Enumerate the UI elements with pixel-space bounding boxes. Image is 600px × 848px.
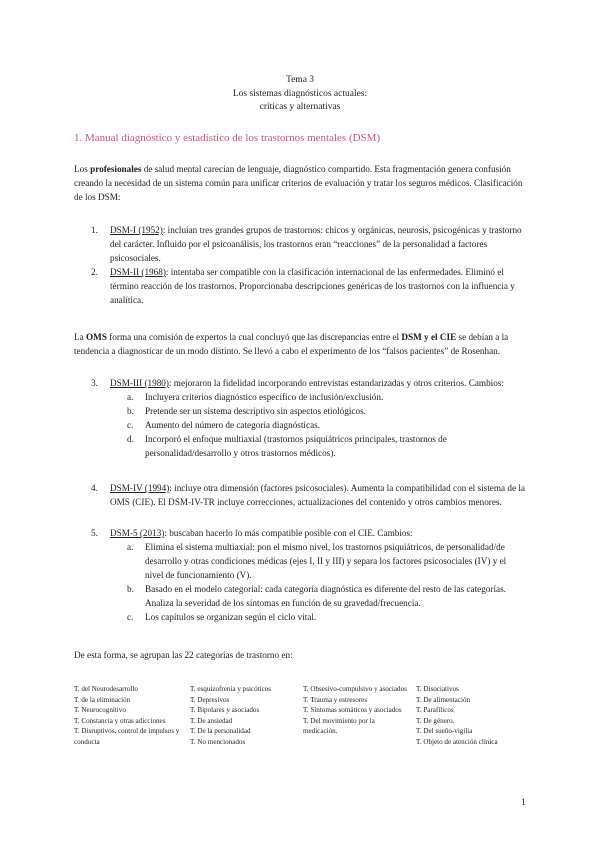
item-text: : intentaba ser compatible con la clasificación internacional de las enfermedades. Eliminó el término reacción de los trastornos. Proporcionaba descripciones genéricas de los trastornos con la influencia y analítica. (110, 267, 515, 305)
item-number: 2. (91, 267, 98, 277)
categories-column-4 (416, 684, 524, 748)
category-item: T. Parafílicos (416, 706, 454, 715)
list-item-dsm2 (74, 265, 526, 307)
sub-item-d (74, 432, 526, 460)
item-name: DSM-IV (1994) (110, 483, 170, 493)
sub-number: d. (127, 434, 134, 444)
dsm-list-early (74, 223, 526, 307)
category-item: T. Trauma y estresores (303, 695, 368, 704)
sub-item-c (74, 610, 526, 624)
category-item: T. Disruptivos, control de impulsos y conducta (74, 727, 180, 746)
item-text: : incluían tres grandes grupos de trastornos: chicos y orgánicas, neurosis, psicogénicas y trastorno del carácter. Influido por el psicoanálisis, los trastornos eran “reacciones” de la personalidad a factores psicosociales. (110, 225, 522, 263)
intro-text-after: de salud mental carecían de lenguaje, diagnóstico compartido. Esta fragmentación genera confusión creando la necesidad de un sistema común para unificar criterios de evaluación y tratar los seguros médicos. Clasificación de los DSM: (74, 164, 523, 202)
intro-paragraph (74, 162, 526, 204)
sub-number: a. (127, 542, 134, 552)
categories-column-3 (303, 684, 409, 737)
sub-text: Incluyera criterios diagnóstico específico de inclusión/exclusión. (145, 392, 384, 402)
sub-number: a. (127, 392, 134, 402)
sub-number: c. (127, 612, 134, 622)
category-item: T. Síntomas somáticos y asociados (303, 706, 402, 715)
item-number: 5. (91, 528, 98, 538)
item-name: DSM-I (1952) (110, 225, 163, 235)
sub-item-a (74, 390, 526, 404)
category-item: T. esquizofrenia y psicóticos (190, 685, 272, 693)
category-item: T. Bipolares y asociados (190, 706, 260, 715)
closing-paragraph: De esta forma, se agrupan las 22 categorías de trastorno en: (74, 650, 293, 660)
category-item: T. de la eliminación (74, 695, 131, 704)
oms-bold-oms: OMS (86, 332, 107, 342)
item-number: 3. (91, 378, 98, 388)
oms-text-1: La (74, 332, 86, 342)
intro-bold-word: profesionales (90, 164, 142, 174)
sub-text: Aumento del número de categoría diagnósticas. (145, 420, 321, 430)
category-item: T. De alimentación (416, 695, 471, 704)
item-number: 1. (91, 225, 98, 235)
dsm4-block (74, 481, 526, 509)
section-heading: 1. Manual diagnóstico y estadístico de los trastornos mentales (DSM) (74, 132, 381, 144)
sub-text: Pretende ser un sistema descriptivo sin aspectos etiológicos. (145, 406, 366, 416)
item-name: DSM-II (1968) (110, 267, 166, 277)
topic-title-line2: críticas y alternativas (259, 102, 341, 112)
category-item: T. De ansiedad (190, 716, 233, 725)
oms-bold-dsm-cie: DSM y el CIE (401, 332, 457, 342)
sub-number: b. (127, 406, 134, 416)
oms-text-3: se debían a la tendencia a diagnosticar de un modo distinto. Se llevó a cabo el experimento de los “falsos pacientes” de Rosenhan. (74, 332, 509, 356)
list-item-dsm5 (74, 526, 526, 540)
item-text: : mejoraron la fidelidad incorporando entrevistas estandarizadas y otros criterios. Cambios: (168, 378, 504, 388)
category-item: T. Constancia y otras adicciones (74, 716, 166, 725)
sub-item-c (74, 418, 526, 432)
dsm3-block (74, 376, 526, 460)
category-item: T. del Neurodesarrollo (74, 685, 138, 693)
item-name: DSM-III (1980) (110, 378, 169, 388)
item-number: 4. (91, 483, 98, 493)
list-item-dsm3 (74, 376, 526, 390)
category-item: T. Del sueño-vigilia (416, 727, 473, 736)
sub-number: b. (127, 584, 134, 594)
category-item: T. De la personalidad (190, 727, 251, 736)
sub-item-b (74, 582, 526, 610)
categories-column-2 (190, 684, 298, 748)
topic-title-line1: Los sistemas diagnósticos actuales: (232, 88, 368, 99)
sub-item-a (74, 540, 526, 582)
sub-text: Incorporó el enfoque multiaxial (trastornos psiquiátricos principales, trastornos de personalidad/desarrollo y otros trastornos médicos). (145, 434, 447, 458)
item-text: : incluye otra dimensión (factores psicosociales). Aumenta la compatibilidad con el sistema de la OMS (CIE). El DSM-IV-TR incluye correcciones, actualizaciones del contenido y otros cambios menores. (110, 483, 525, 507)
category-item: T. Del movimiento por la medicación. (303, 716, 375, 736)
sub-item-b (74, 404, 526, 418)
category-item: T. Objeto de atención clínica (416, 737, 498, 746)
sub-number: c. (127, 420, 134, 430)
oms-paragraph (74, 330, 526, 358)
sub-text: Elimina el sistema multiaxial: pon el mismo nivel, los trastornos psiquiátricos, de personalidad/de desarrollo y otras condiciones médicas (ejes I, II y III) y separa los factores psicosociales (IV) y el nivel de funcionamiento (V). (145, 542, 507, 580)
category-item: T. Neurocognitivo (74, 706, 126, 715)
list-item-dsm4 (74, 481, 526, 509)
title-block (0, 74, 600, 115)
dsm5-block (74, 526, 526, 624)
category-item: T. Obsesivo-compulsivo y asociados (303, 685, 407, 693)
topic-number: Tema 3 (285, 75, 315, 85)
list-item-dsm1 (74, 223, 526, 265)
category-item: T. Disociativos (416, 685, 459, 693)
item-name: DSM-5 (2013) (110, 528, 165, 538)
page-number: 1 (521, 798, 526, 808)
categories-column-1 (74, 684, 182, 748)
item-text: : buscaban hacerlo lo más compatible posible con el CIE. Cambios: (164, 528, 413, 538)
sub-text: Basado en el modelo categorial: cada categoría diagnóstica es diferente del resto de las categorías. Analiza la severidad de los síntomas en función de su gravedad/frecuencia. (145, 584, 506, 608)
category-item: T. Depresivos (190, 695, 230, 704)
category-item: T. De género. (416, 716, 455, 725)
category-item: T. No mencionados (190, 737, 246, 746)
intro-text-before: Los (74, 164, 91, 174)
sub-text: Los capítulos se organizan según el ciclo vital. (145, 612, 317, 622)
oms-text-2: forma una comisión de expertos la cual concluyó que las discrepancias entre el (106, 332, 402, 342)
